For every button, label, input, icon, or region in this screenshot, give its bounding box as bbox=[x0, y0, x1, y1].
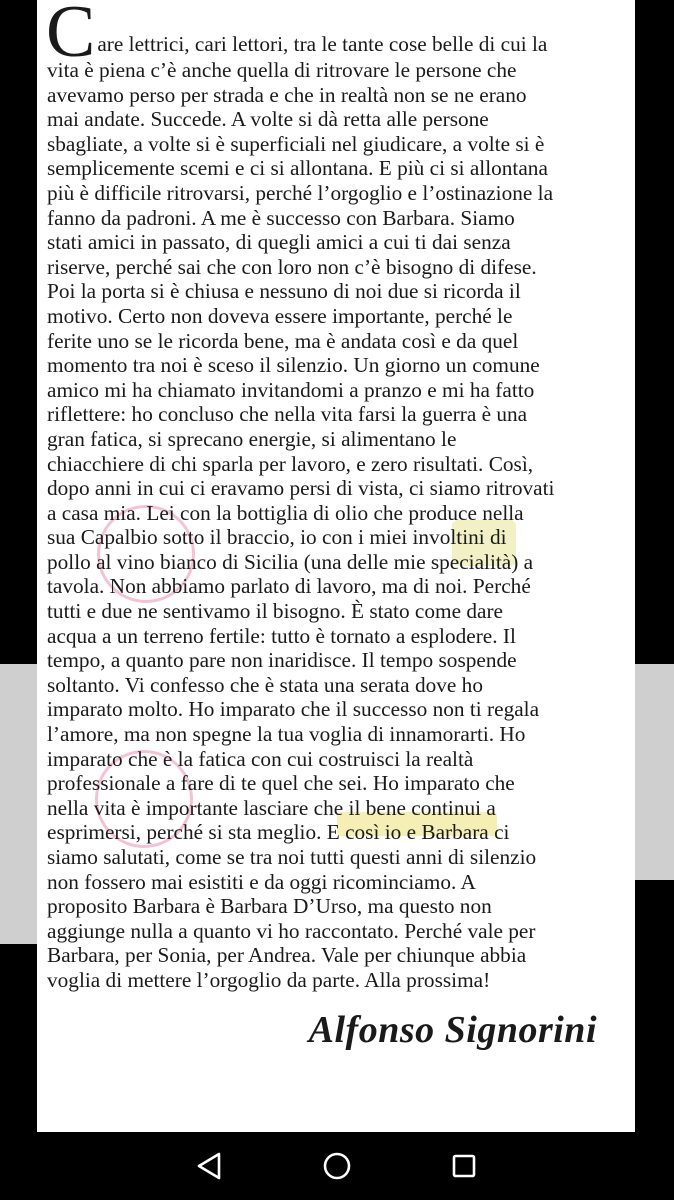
home-button[interactable] bbox=[319, 1148, 355, 1184]
article-line: tutti e due ne sentivamo il bisogno. È stato come dare bbox=[47, 599, 504, 624]
android-nav-bar bbox=[0, 1132, 674, 1200]
article-line: più è difficile ritrovarsi, perché l’orgoglio e l’ostinazione la bbox=[47, 180, 554, 205]
article-line: soltanto. Vi confesso che è stata una serata dove ho bbox=[47, 672, 483, 697]
article-line: gran fatica, si sprecano energie, si alimentano le bbox=[47, 426, 457, 451]
recents-button[interactable] bbox=[446, 1148, 482, 1184]
article-line: mai andate. Succede. A volte si dà retta alle persone bbox=[47, 107, 489, 132]
article-line: non fossero mai esistiti e da oggi ricominciamo. A bbox=[47, 869, 476, 894]
article-line: riserve, perché sai che con loro non c’è bisogno di difese. bbox=[47, 254, 537, 279]
article-line: dopo anni in cui ci eravamo persi di vista, ci siamo ritrovati bbox=[47, 476, 555, 501]
article-line: momento tra noi è sceso il silenzio. Un giorno un comune bbox=[47, 353, 540, 378]
article-line: imparato molto. Ho imparato che il successo non ti regala bbox=[47, 697, 540, 722]
article-line: voglia di mettere l’orgoglio da parte. Alla prossima! bbox=[47, 967, 491, 992]
article-line: sbagliate, a volte si è superficiali nel giudicare, a volte si è bbox=[47, 131, 545, 156]
article-line: amico mi ha chiamato invitandomi a pranzo e mi ha fatto bbox=[47, 377, 535, 402]
article-line: vita è piena c’è anche quella di ritrovare le persone che bbox=[47, 58, 517, 82]
back-button[interactable] bbox=[192, 1148, 228, 1184]
circle-home-icon bbox=[325, 1154, 349, 1178]
drop-cap: C bbox=[46, 0, 96, 73]
article-line: sua Capalbio sotto il braccio, io con i miei involtini di bbox=[47, 525, 507, 550]
article-line: imparato che è la fatica con cui costruisci la realtà bbox=[47, 746, 474, 771]
article-line: fanno da padroni. A me è successo con Barbara. Siamo bbox=[47, 205, 515, 230]
article-body bbox=[46, 0, 627, 993]
article-line: l’amore, ma non spegne la tua voglia di innamorarti. Ho bbox=[47, 722, 526, 747]
article-lines bbox=[47, 58, 627, 993]
article-line: tempo, a quanto pare non inaridisce. Il tempo sospende bbox=[47, 648, 517, 673]
article-line: esprimersi, perché si sta meglio. E così io e Barbara ci bbox=[47, 820, 510, 845]
article-line: siamo salutati, come se tra noi tutti questi anni di silenzio bbox=[47, 845, 537, 869]
triangle-back-icon bbox=[199, 1154, 219, 1178]
article-line: motivo. Certo non doveva essere importante, perché le bbox=[47, 303, 513, 328]
author-signature: Alfonso Signorini bbox=[308, 1009, 597, 1051]
article-line: Poi la porta si è chiusa e nessuno di noi due si ricorda il bbox=[47, 279, 521, 304]
article-line: ferite uno se le ricorda bene, ma è andata così e da quel bbox=[47, 328, 519, 353]
square-recents-icon bbox=[454, 1156, 474, 1176]
article-line: tavola. Non abbiamo parlato di lavoro, ma di noi. Perché bbox=[47, 574, 531, 599]
article-line: aggiunge nulla a quanto vi ho raccontato. Perché vale per bbox=[47, 918, 536, 943]
article-line: are lettrici, cari lettori, tra le tante cose belle di cui la bbox=[97, 32, 548, 56]
article-line: stati amici in passato, di quegli amici a cui ti dai senza bbox=[47, 230, 511, 255]
side-shadow-right bbox=[635, 664, 674, 880]
article-line: avevamo perso per strada e che in realtà non se ne erano bbox=[47, 82, 527, 107]
article-line: a casa mia. Lei con la bottiglia di olio che produce nella bbox=[47, 500, 524, 525]
article-line: Barbara, per Sonia, per Andrea. Vale per chiunque abbia bbox=[47, 943, 527, 968]
article-line: riflettere: ho concluso che nella vita farsi la guerra è una bbox=[47, 402, 528, 427]
article-line: acqua a un terreno fertile: tutto è tornato a esplodere. Il bbox=[47, 623, 516, 648]
document-page[interactable] bbox=[37, 0, 635, 1132]
article-line: semplicemente scemi e ci si allontana. E più ci si allontana bbox=[47, 156, 548, 181]
article-line: proposito Barbara è Barbara D’Urso, ma questo non bbox=[47, 894, 492, 919]
article-line: professionale a fare di te quel che sei. Ho imparato che bbox=[47, 771, 515, 796]
side-shadow-left bbox=[0, 664, 37, 944]
article-line: nella vita è importante lasciare che il bene continui a bbox=[47, 795, 496, 820]
article-line: chiacchiere di chi sparla per lavoro, e zero risultati. Così, bbox=[47, 451, 534, 476]
article-line: pollo al vino bianco di Sicilia (una delle mie specialità) a bbox=[47, 549, 534, 574]
